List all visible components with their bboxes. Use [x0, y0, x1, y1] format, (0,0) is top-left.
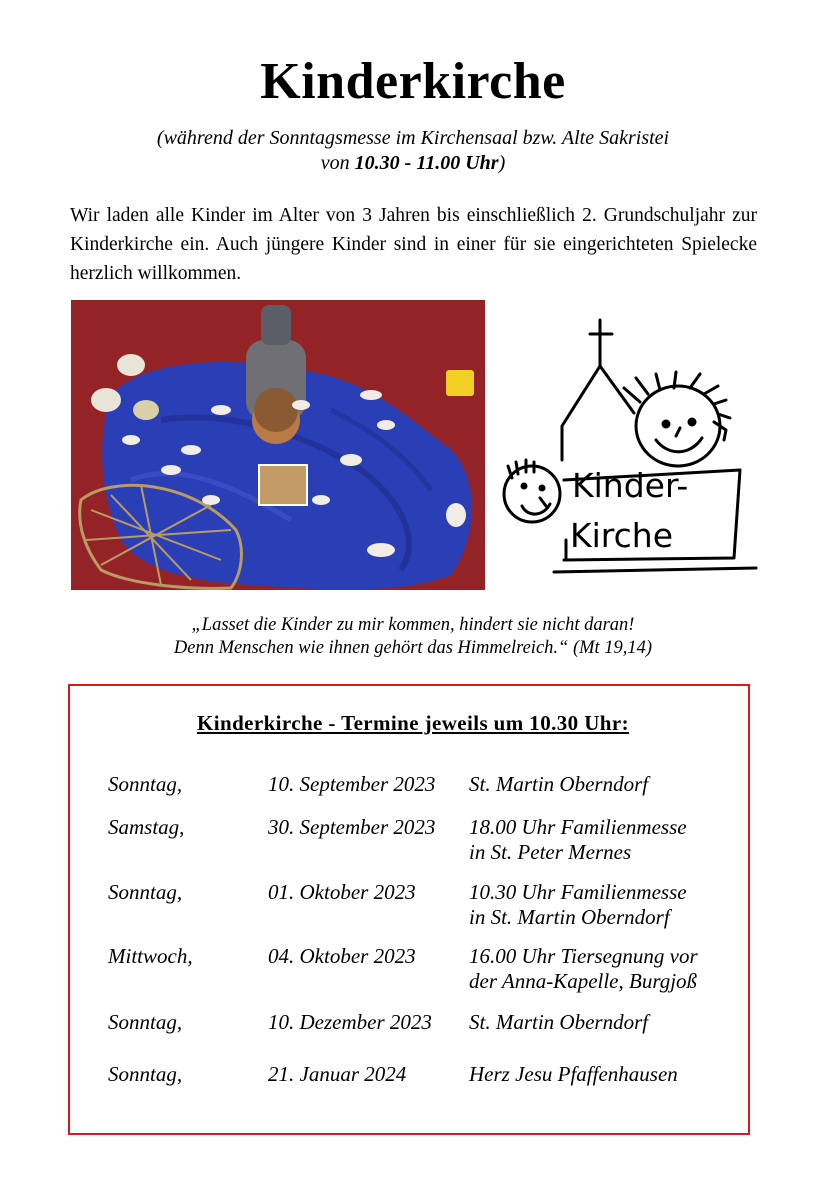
- intro-paragraph: Wir laden alle Kinder im Alter von 3 Jahren bis einschließlich 2. Grundschuljahr zur Kinderkirche ein. Auch jüngere Kinder sind in einer für sie eingerichteten Spielecke herzlich willkommen.: [70, 205, 757, 284]
- subtitle-prefix: von: [320, 152, 355, 174]
- schedule-day: Mittwoch,: [108, 944, 193, 968]
- schedule-date: 04. Oktober 2023: [268, 944, 416, 968]
- subtitle-line-2: [0, 151, 826, 176]
- schedule-day: Sonntag,: [108, 772, 183, 796]
- schedule-day: Sonntag,: [108, 1010, 183, 1034]
- quote-line-2: Denn Menschen wie ihnen gehört das Himmelreich.“ (Mt 19,14): [173, 638, 653, 658]
- schedule-date: 01. Oktober 2023: [268, 880, 416, 904]
- schedule-day: Sonntag,: [108, 1062, 183, 1086]
- schedule-event: St. Martin Oberndorf: [469, 772, 649, 796]
- subtitle-line-1: (während der Sonntagsmesse im Kirchensaal bzw. Alte Sakristei: [156, 127, 670, 149]
- schedule-date: 30. September 2023: [268, 815, 436, 839]
- schedule-date: 10. September 2023: [268, 772, 436, 796]
- subtitle: [0, 126, 826, 176]
- bible-quote: [0, 614, 826, 660]
- page-title: Kinderkirche: [260, 53, 566, 110]
- schedule-event: 16.00 Uhr Tiersegnung vor der Anna-Kapelle, Burgjoß: [469, 944, 698, 993]
- schedule-date: 10. Dezember 2023: [268, 1010, 432, 1034]
- subtitle-suffix: ): [498, 152, 506, 174]
- quote-line-1: „Lasset die Kinder zu mir kommen, hindert sie nicht daran!: [191, 615, 635, 635]
- schedule-title: Kinderkirche - Termine jeweils um 10.30 Uhr:: [197, 711, 629, 735]
- logo-text-line-2: Kirche: [570, 516, 674, 555]
- schedule-event: Herz Jesu Pfaffenhausen: [469, 1062, 678, 1086]
- subtitle-time: 10.30 - 11.00 Uhr: [354, 152, 499, 174]
- schedule-event: St. Martin Oberndorf: [469, 1010, 649, 1034]
- kinderkirche-photo: [71, 300, 485, 590]
- schedule-event: 18.00 Uhr Familienmesse in St. Peter Mernes: [469, 815, 687, 864]
- schedule-day: Sonntag,: [108, 880, 183, 904]
- logo-text-line-1: Kinder-: [572, 466, 689, 505]
- kinderkirche-logo: [494, 318, 760, 578]
- schedule-event: 10.30 Uhr Familienmesse in St. Martin Oberndorf: [469, 880, 687, 929]
- schedule-day: Samstag,: [108, 815, 185, 839]
- schedule-date: 21. Januar 2024: [268, 1062, 407, 1086]
